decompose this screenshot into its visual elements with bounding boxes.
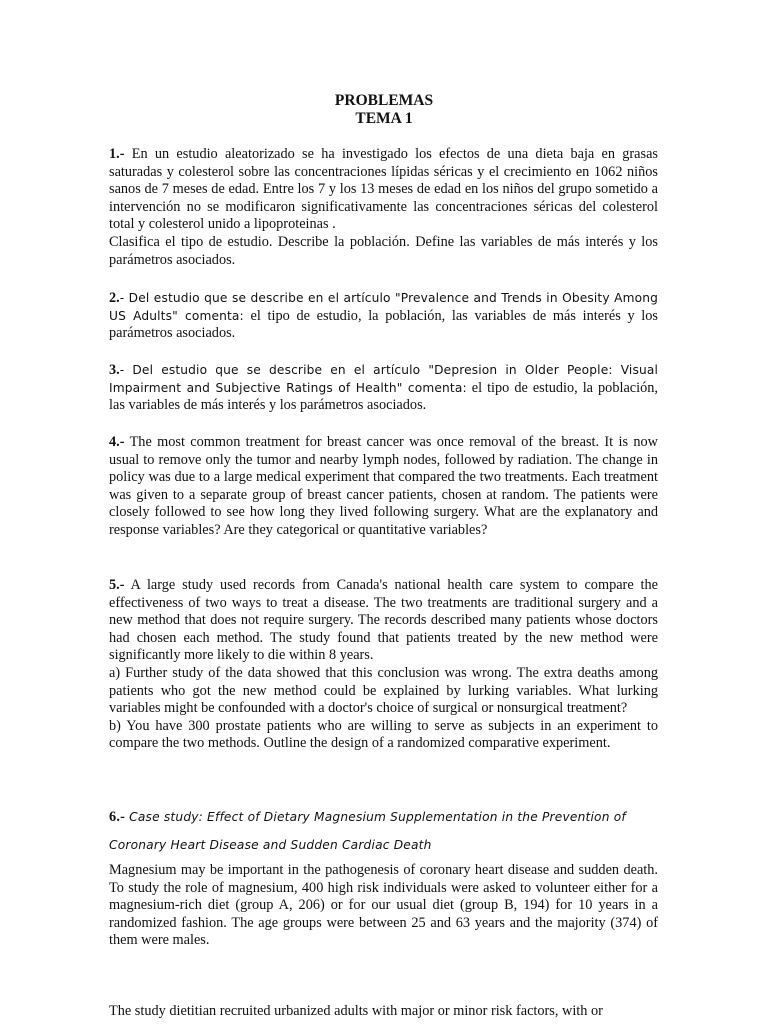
problem-1-number: 1.- — [109, 146, 125, 162]
problem-3-intro: - Del estudio que se describe en el artículo "Depresion in Older People: Visual Impairment and Subjective Ratings of Health" comenta: — [109, 363, 658, 395]
problem-6-title-line1: Case study: Effect of Dietary Magnesium Supplementation in the Prevention of — [125, 810, 626, 824]
problem-2-number: 2. — [109, 290, 120, 306]
problem-3-text: el tipo de estudio, la población, las variables de más interés y los parámetros asociados. — [109, 379, 658, 414]
problem-6-title-line2: Coronary Heart Disease and Sudden Cardiac Death — [109, 838, 432, 852]
problem-1-text: En un estudio aleatorizado se ha investigado los efectos de una dieta baja en grasas saturadas y colesterol sobre las concentraciones lípidas séricas y el crecimiento en 1062 niños sanos de 7 meses de edad. Entre los 7 y los 13 meses de edad en los niños del grupo sometido a intervención no se modificaron significativamente las concentraciones séricas del colesterol total y colesterol unido a lipoproteinas . — [109, 146, 658, 233]
problem-5-part-b: b) You have 300 prostate patients who are willing to serve as subjects in an experiment to compare the two methods. Outline the design of a randomized comparative experiment. — [109, 717, 658, 752]
document-title: PROBLEMAS — [334, 92, 434, 109]
problem-4-text: The most common treatment for breast cancer was once removal of the breast. It is now usual to remove only the tumor and nearby lymph nodes, followed by radiation. The change in policy was due to a large medical experiment that compared the two treatments. Each treatment was given to a separate group of breast cancer patients, chosen at random. The patients were closely followed to see how long they lived following surgery. What are the explanatory and response variables? Are they categorical or quantitative variables? — [109, 434, 658, 538]
problem-6-title — [109, 808, 658, 826]
problem-6-title-cont — [109, 836, 658, 854]
problem-6-body: Magnesium may be important in the pathogenesis of coronary heart disease and sudden death. To study the role of magnesium, 400 high risk individuals were asked to volunteer either for a magnesium-rich diet (group A, 206) or for our usual diet (group B, 194) for 10 years in a randomized fashion. The age groups were between 25 and 63 years and the majority (374) of them were males. — [109, 862, 658, 949]
problem-1 — [109, 146, 658, 269]
problem-4-number: 4.- — [109, 434, 125, 450]
problem-6-number: 6.- — [109, 809, 126, 825]
problem-5-intro — [109, 577, 658, 665]
problem-1-task: Clasifica el tipo de estudio. Describe la población. Define las variables de más interés y los parámetros asociados. — [109, 233, 658, 268]
problem-5-part-a: a) Further study of the data showed that this conclusion was wrong. The extra deaths among patients who got the new method could be explained by lurking variables. What lurking variables might be confounded with a doctor's choice of surgical or nonsurgical treatment? — [109, 664, 658, 717]
problem-3-number: 3. — [109, 362, 120, 378]
problem-3 — [109, 362, 658, 415]
problem-2-intro: - Del estudio que se describe en el artículo "Prevalence and Trends in Obesity Among US Adults" comenta: — [109, 291, 658, 323]
problem-2-text: el tipo de estudio, la población, las variables de más interés y los parámetros asociados. — [109, 307, 658, 342]
problem-5 — [109, 577, 658, 753]
problem-2 — [109, 290, 658, 343]
problem-6-body-2: The study dietitian recruited urbanized adults with major or minor risk factors, with or — [109, 1003, 603, 1019]
problem-4 — [109, 434, 658, 540]
document-subtitle: TEMA 1 — [355, 110, 413, 127]
problem-5-text: A large study used records from Canada's national health care system to compare the effectiveness of two ways to treat a disease. The two treatments are traditional surgery and a new method that does not require surgery. The records described many patients whose doctors had chosen each method. The study found that patients treated by the new method were significantly more likely to die within 8 years. — [109, 577, 658, 664]
problem-5-number: 5.- — [109, 577, 125, 593]
